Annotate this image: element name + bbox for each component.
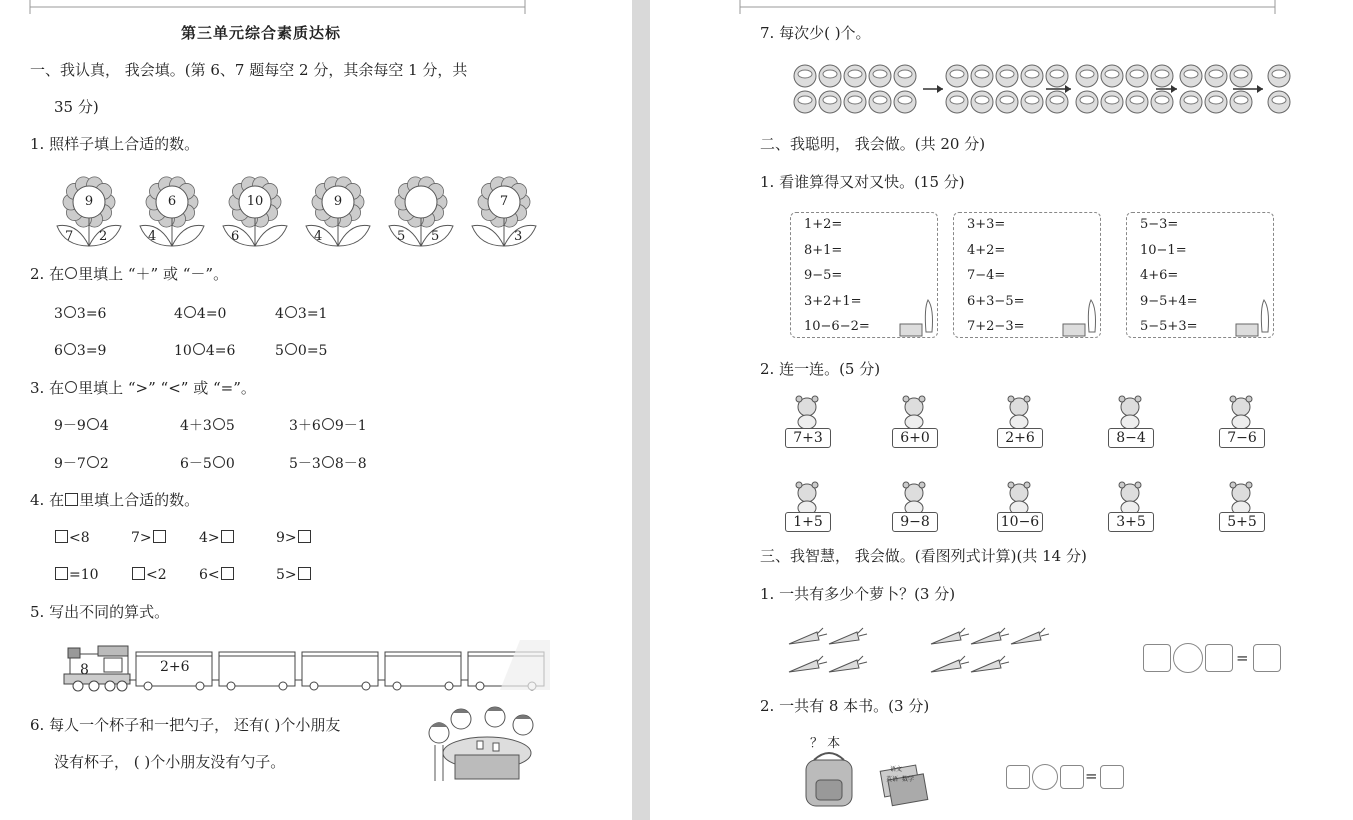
flower-left-leaf-number: 4 — [314, 229, 323, 244]
bee-icon — [1110, 394, 1150, 430]
q4-item — [276, 566, 312, 584]
equals-sign: = — [1236, 649, 1249, 667]
operand: 3=6 — [76, 306, 107, 322]
q2-item — [54, 305, 106, 323]
answer-circle[interactable] — [213, 456, 225, 468]
expression: 6< — [199, 567, 220, 583]
flower-right-leaf-number: 2 — [99, 229, 108, 244]
q4-item — [131, 566, 167, 584]
match-bottom-card: 5+5 — [1219, 512, 1265, 532]
question-7: 7. 每次少( )个。 — [760, 24, 871, 42]
q3-item — [289, 417, 367, 435]
question-2: 2. 在 里填上 “＋” 或 “－”。 — [30, 265, 229, 283]
engine-number: 8 — [80, 662, 89, 678]
expression: 5 — [225, 418, 235, 434]
carrot-icon — [829, 628, 867, 644]
match-top-card: 8−4 — [1108, 428, 1154, 448]
section-2-heading: 二、我聪明， 我会做。(共 20 分) — [760, 135, 986, 153]
q2-item — [174, 342, 235, 360]
section-3-heading: 三、我智慧， 我会做。(看图列式计算)(共 14 分) — [760, 547, 1087, 565]
calculation-equation: 8+1= — [804, 242, 843, 258]
answer-box[interactable] — [1006, 765, 1030, 789]
answer-circle[interactable] — [87, 456, 99, 468]
q4-item — [199, 529, 235, 547]
answer-box[interactable] — [1143, 644, 1171, 672]
flower-center-number: 7 — [499, 194, 509, 209]
flower-center-number: 6 — [167, 194, 177, 209]
expression: =10 — [69, 567, 99, 583]
page-top-rule — [0, 0, 632, 14]
question-2-1: 1. 看谁算得又对又快。(15 分) — [760, 173, 965, 191]
operand: 4 — [174, 306, 183, 322]
bear-icon — [787, 480, 827, 516]
q3-item — [54, 455, 109, 473]
flower-center-number: 10 — [246, 194, 264, 209]
train-car — [385, 652, 461, 686]
squirrel-icon — [894, 480, 934, 516]
left-page — [0, 0, 632, 820]
flower-left-leaf-number: 5 — [397, 229, 406, 244]
answer-circle[interactable] — [64, 306, 76, 318]
book-cover-3: 数学 — [902, 776, 915, 783]
operand: 4=0 — [196, 306, 227, 322]
expression: 8－8 — [334, 456, 367, 472]
equals-sign: = — [1085, 767, 1098, 785]
elephant-icon — [1110, 480, 1150, 516]
expression: 4 — [99, 418, 109, 434]
answer-box[interactable] — [1205, 644, 1233, 672]
book-cover-2: 英语 — [886, 776, 899, 783]
answer-circle[interactable] — [285, 343, 297, 355]
right-page — [650, 0, 1353, 820]
answer-circle[interactable] — [184, 306, 196, 318]
expression: 9－7 — [54, 456, 86, 472]
expression: 5－3 — [289, 456, 321, 472]
operator-circle[interactable] — [1173, 643, 1203, 673]
match-top-card: 6+0 — [892, 428, 938, 448]
operand: 3=9 — [76, 343, 107, 359]
answer-box[interactable] — [1060, 765, 1084, 789]
flower — [472, 174, 538, 248]
q3-item — [54, 417, 109, 435]
flower-left-leaf-number: 4 — [148, 229, 157, 244]
q3-item — [180, 417, 235, 435]
calculation-equation: 10−6−2= — [804, 319, 870, 334]
flower-right-leaf-number: 3 — [514, 229, 523, 244]
train-car-label: 2+6 — [160, 659, 190, 675]
q2-item — [54, 342, 106, 360]
answer-box[interactable] — [221, 567, 234, 580]
carrot-icon — [789, 628, 827, 644]
expression: 4> — [199, 530, 220, 546]
q4-item — [54, 566, 99, 584]
section-1-heading: 一、我认真， 我会填。(第 6、7 题每空 2 分，其余每空 1 分，共 — [30, 61, 468, 79]
expression: 9－9 — [54, 418, 86, 434]
train-car — [302, 652, 378, 686]
calculation-equation: 5−5+3= — [1140, 319, 1198, 334]
carrots-illustration — [785, 618, 1065, 678]
question-3-1: 1. 一共有多少个萝卜？(3 分) — [760, 585, 956, 603]
calculation-equation: 4+6= — [1140, 268, 1179, 283]
question-4: 4. 在 里填上合适的数。 — [30, 491, 200, 509]
bird-icon — [1221, 480, 1261, 516]
operator-circle[interactable] — [1032, 764, 1058, 790]
q2-item — [275, 305, 327, 323]
question-2-2: 2. 连一连。(5 分) — [760, 360, 881, 378]
carrot-icon — [829, 656, 867, 672]
q2-item — [174, 305, 226, 323]
circle-icon — [65, 381, 77, 393]
carrot-icon — [1011, 628, 1049, 644]
expression: 4＋3 — [180, 418, 212, 434]
pencil-eraser-icon — [1061, 298, 1109, 338]
backpack-label: ？ 本 — [810, 736, 841, 751]
question-6-line2: 没有杯子， ( )个小朋友没有勺子。 — [54, 753, 286, 771]
carrot-icon — [931, 656, 969, 672]
q4-item — [54, 529, 90, 547]
expression: 2 — [99, 456, 109, 472]
match-top-card: 7−6 — [1219, 428, 1265, 448]
pencil-eraser-icon — [1234, 298, 1282, 338]
flower-center-number: 9 — [84, 194, 94, 209]
pencil-eraser-icon — [898, 298, 946, 338]
expression: 7> — [131, 530, 152, 546]
question-6-line1: 6. 每人一个杯子和一把勺子， 还有( )个小朋友 — [30, 716, 341, 734]
square-icon — [65, 493, 78, 506]
expression: 5> — [276, 567, 297, 583]
dog-icon — [787, 394, 827, 430]
answer-circle[interactable] — [213, 418, 225, 430]
circle-icon — [65, 267, 77, 279]
calculation-equation: 7+2−3= — [967, 319, 1025, 334]
question-3-2: 2. 一共有 8 本书。(3 分) — [760, 697, 930, 715]
answer-circle[interactable] — [285, 306, 297, 318]
calculation-equation: 5−3= — [1140, 217, 1179, 232]
q4-item — [131, 529, 167, 547]
calculation-equation: 3+2+1= — [804, 293, 862, 309]
calculation-equation: 10−1= — [1140, 242, 1187, 258]
answer-circle[interactable] — [193, 343, 205, 355]
cat-icon — [999, 394, 1039, 430]
expression: 9> — [276, 530, 297, 546]
backpack-and-books-illustration — [800, 750, 940, 810]
page-title: 第三单元综合素质达标 — [181, 24, 342, 42]
calculation-equation: 4+2= — [967, 242, 1006, 258]
page-top-rule — [650, 0, 1353, 14]
calculation-equation: 6+3−5= — [967, 293, 1025, 309]
answer-box[interactable] — [153, 530, 166, 543]
result-box[interactable] — [1253, 644, 1281, 672]
question-1: 1. 照样子填上合适的数。 — [30, 135, 200, 153]
answer-box[interactable] — [298, 567, 311, 580]
question-5: 5. 写出不同的算式。 — [30, 603, 170, 621]
section-1-heading-cont: 35 分) — [54, 98, 99, 116]
expression: 9－1 — [334, 418, 367, 434]
rabbit-icon — [999, 480, 1039, 516]
operand: 0=5 — [297, 343, 328, 359]
operand: 4 — [275, 306, 284, 322]
train-car — [219, 652, 295, 686]
match-bottom-card: 10−6 — [997, 512, 1043, 532]
carrot-icon — [971, 628, 1009, 644]
calculation-equation: 9−5= — [804, 268, 843, 283]
page-gap — [632, 0, 650, 820]
expression: 6－5 — [180, 456, 212, 472]
answer-box[interactable] — [132, 567, 145, 580]
answer-box[interactable] — [298, 530, 311, 543]
answer-circle[interactable] — [322, 456, 334, 468]
train-illustration — [60, 640, 560, 700]
children-table-illustration — [425, 705, 545, 785]
operand: 3 — [54, 306, 63, 322]
q2-item — [275, 342, 327, 360]
answer-box[interactable] — [221, 530, 234, 543]
expression: <2 — [146, 567, 167, 583]
answer-circle[interactable] — [64, 343, 76, 355]
q3-item — [289, 455, 367, 473]
flower-left-leaf-number: 7 — [65, 229, 74, 244]
calculation-equation: 7−4= — [967, 268, 1006, 283]
operand: 5 — [275, 343, 284, 359]
answer-box[interactable] — [55, 567, 68, 580]
match-bottom-card: 3+5 — [1108, 512, 1154, 532]
carrot-icon — [789, 656, 827, 672]
lion-icon — [1221, 394, 1261, 430]
flower-left-leaf-number: 6 — [231, 229, 240, 244]
answer-circle[interactable] — [322, 418, 334, 430]
mouse-icon — [894, 394, 934, 430]
calculation-equation: 3+3= — [967, 217, 1006, 232]
operand: 4=6 — [205, 343, 236, 359]
q4-item — [199, 566, 235, 584]
question-3: 3. 在 里填上 “>” “<” 或 “=”。 — [30, 379, 256, 397]
expression: <8 — [69, 530, 90, 546]
carrot-icon — [931, 628, 969, 644]
answer-circle[interactable] — [87, 418, 99, 430]
match-bottom-card: 1+5 — [785, 512, 831, 532]
result-box[interactable] — [1100, 765, 1124, 789]
operand: 10 — [174, 343, 192, 359]
flower-center-number: 9 — [333, 194, 343, 209]
answer-box[interactable] — [55, 530, 68, 543]
flower-right-leaf-number: 5 — [431, 229, 440, 244]
operand: 3=1 — [297, 306, 328, 322]
expression: 3＋6 — [289, 418, 321, 434]
carrot-icon — [971, 656, 1009, 672]
match-bottom-card: 9−8 — [892, 512, 938, 532]
calculation-equation: 1+2= — [804, 217, 843, 232]
q3-item — [180, 455, 235, 473]
book-cover-1: 语文 — [890, 766, 903, 773]
match-top-card: 2+6 — [997, 428, 1043, 448]
expression: 0 — [225, 456, 235, 472]
operand: 6 — [54, 343, 63, 359]
calculation-equation: 9−5+4= — [1140, 293, 1198, 309]
q4-item — [276, 529, 312, 547]
cakes-sequence-illustration — [793, 62, 1293, 118]
match-top-card: 7+3 — [785, 428, 831, 448]
